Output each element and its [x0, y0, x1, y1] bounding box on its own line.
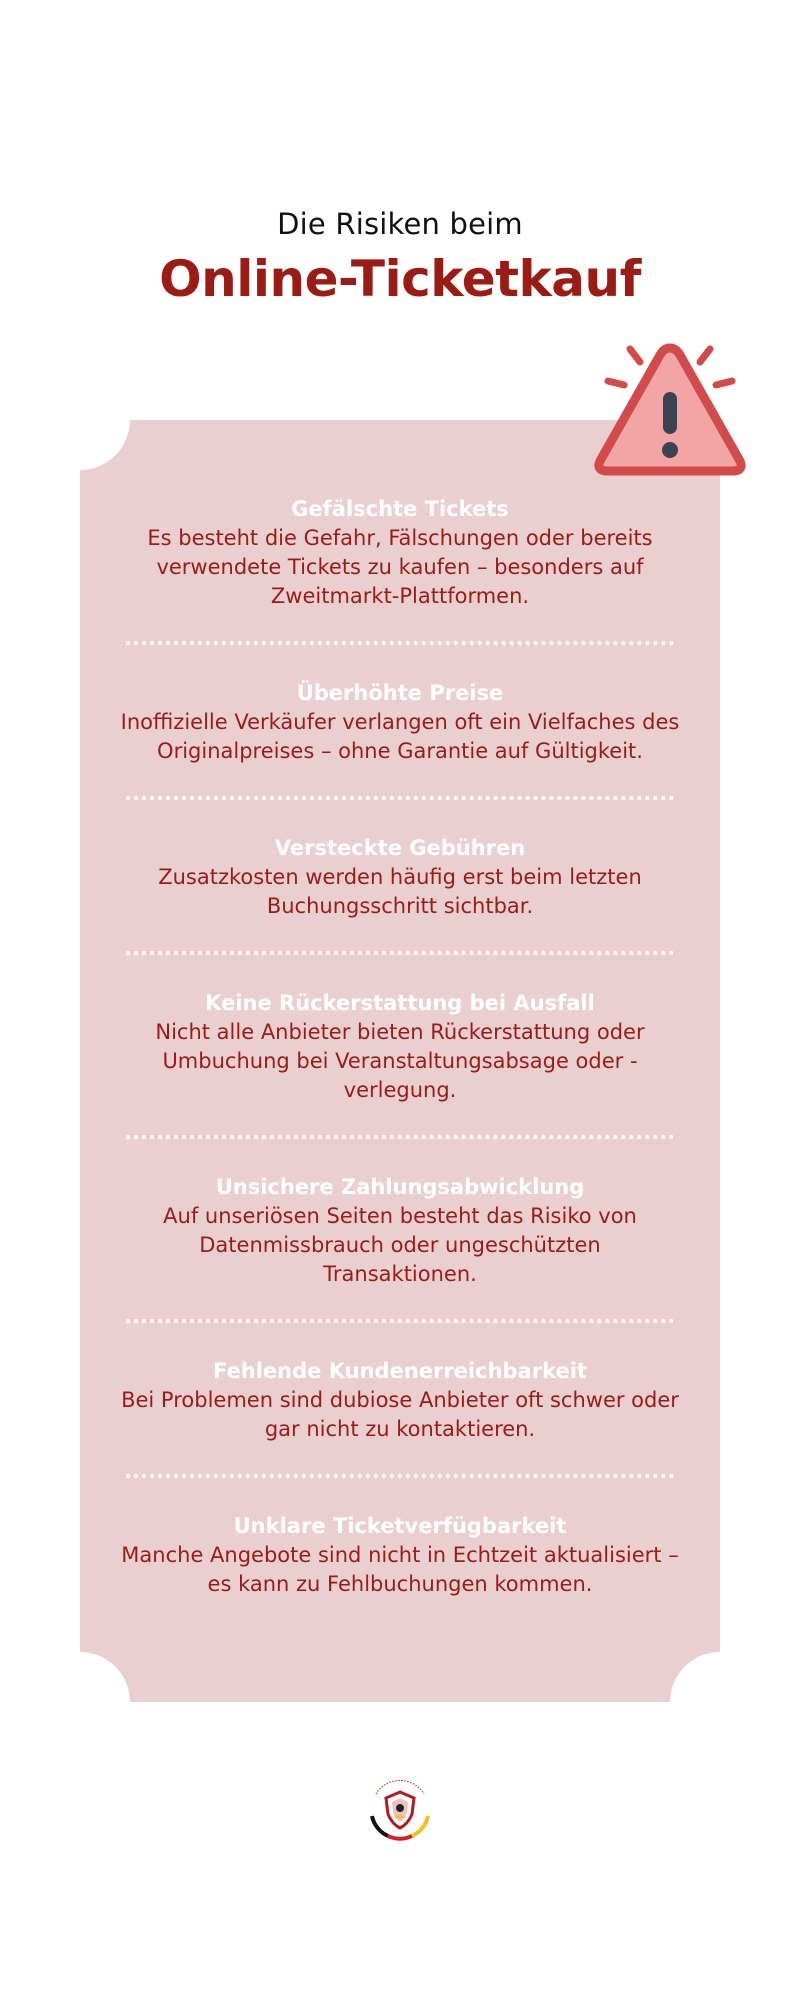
risk-list	[80, 495, 720, 1599]
consumer-protection-logo	[362, 1772, 438, 1848]
risk-title: Versteckte Gebühren	[274, 836, 526, 860]
risk-description: Nicht alle Anbieter bieten Rückerstattung oder Umbuchung bei Veranstaltungsabsage oder -verlegung.	[155, 1020, 645, 1102]
dotted-divider	[126, 796, 674, 800]
risk-item	[80, 989, 720, 1105]
dotted-divider	[126, 1319, 674, 1323]
risk-item	[80, 495, 720, 611]
risk-description: Auf unseriösen Seiten besteht das Risiko von Datenmissbrauch oder ungeschützten Transaktionen.	[163, 1204, 637, 1286]
risk-title: Unklare Ticketverfügbarkeit	[233, 1514, 567, 1538]
page-subtitle: Die Risiken beim	[277, 207, 523, 241]
risk-description: Bei Problemen sind dubiose Anbieter oft schwer oder gar nicht zu kontaktieren.	[121, 1388, 679, 1441]
risk-title: Keine Rückerstattung bei Ausfall	[205, 991, 595, 1015]
risk-ticket-card	[80, 420, 720, 1702]
risk-description: Es besteht die Gefahr, Fälschungen oder bereits verwendete Tickets zu kaufen – besonders auf Zweitmarkt-Plattformen.	[147, 526, 653, 608]
dotted-divider	[126, 951, 674, 955]
risk-item	[80, 679, 720, 766]
risk-title: Gefälschte Tickets	[291, 497, 509, 521]
warning-triangle-icon	[590, 340, 750, 480]
risk-item	[80, 1357, 720, 1444]
dotted-divider	[126, 641, 674, 645]
dotted-divider	[126, 1474, 674, 1478]
page-title: Online-Ticketkauf	[159, 250, 641, 308]
risk-title: Überhöhte Preise	[296, 681, 504, 705]
risk-item	[80, 834, 720, 921]
risk-description: Zusatzkosten werden häufig erst beim letzten Buchungsschritt sichtbar.	[158, 865, 642, 918]
risk-title: Unsichere Zahlungsabwicklung	[215, 1175, 585, 1199]
risk-item	[80, 1512, 720, 1599]
risk-item	[80, 1173, 720, 1289]
risk-description: Inoffizielle Verkäufer verlangen oft ein Vielfaches des Originalpreises – ohne Garantie auf Gültigkeit.	[120, 710, 680, 763]
dotted-divider	[126, 1135, 674, 1139]
risk-description: Manche Angebote sind nicht in Echtzeit aktualisiert – es kann zu Fehlbuchungen kommen.	[121, 1543, 679, 1596]
risk-title: Fehlende Kundenerreichbarkeit	[213, 1359, 587, 1383]
